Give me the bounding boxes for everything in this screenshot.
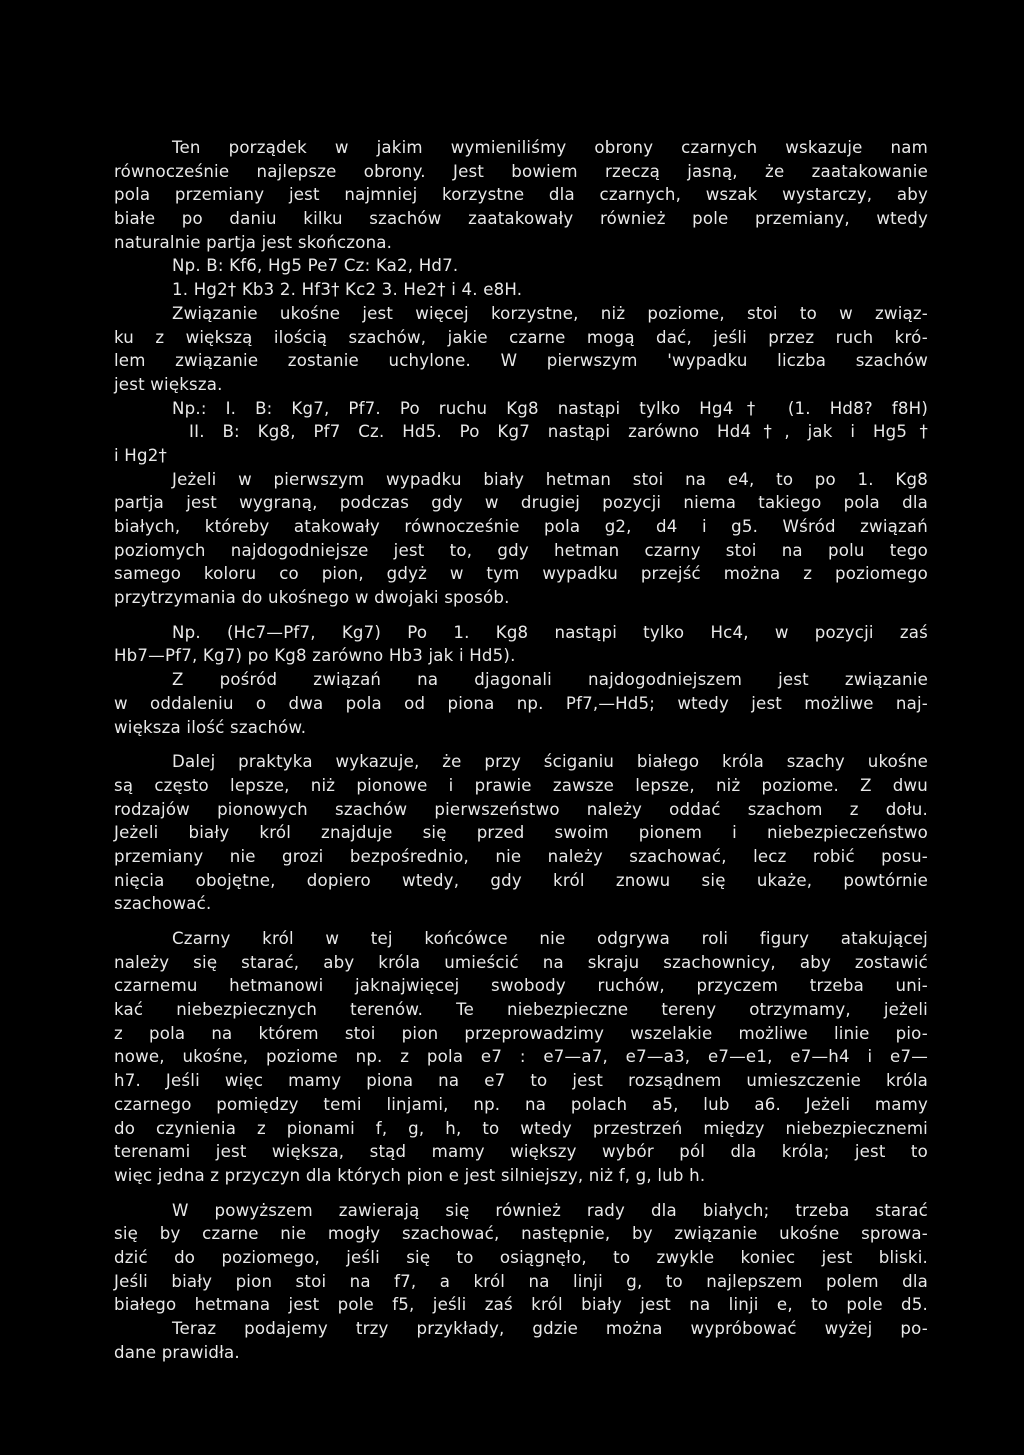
- text-line: dzić do poziomego, jeśli się to osiągnęło, to zwykle koniec jest bliski.: [114, 1247, 928, 1267]
- text-line: przytrzymania do ukośnego w dwojaki sposób.: [114, 588, 510, 608]
- text-line: Jeżeli biały król znajduje się przed swoim pionem i niebezpieczeństwo: [114, 823, 928, 843]
- text-line: samego koloru co pion, gdyż w tym wypadku przejść można z poziomego: [114, 564, 928, 584]
- paragraph-intro: [114, 136, 928, 254]
- text-line: nowe, ukośne, poziome np. z pola e7 : e7—a7, e7—a3, e7—e1, e7—h4 i e7—: [114, 1047, 928, 1067]
- text-line: Z pośród związań na djagonali najdogodniejszem jest związanie: [172, 670, 928, 690]
- chess-position: Np. B: Kf6, Hg5 Pe7 Cz: Ka2, Hd7.: [172, 256, 459, 276]
- text-line: Dalej praktyka wykazuje, że przy ściganiu białego króla szachy ukośne: [172, 752, 928, 772]
- paragraph-practice: [114, 750, 928, 916]
- text-line: rodzajów pionowych szachów pierwszeństwo należy oddać szachom z dołu.: [114, 799, 928, 819]
- text-line: większa ilość szachów.: [114, 717, 307, 737]
- chess-example-line: Np. (Hc7—Pf7, Kg7) Po 1. Kg8 nastąpi tylko Hc4, w pozycji zaś: [172, 622, 928, 642]
- document-page: [114, 136, 928, 1364]
- paragraph-diagonal-best: [114, 668, 928, 739]
- text-line: Czarny król w tej końcówce nie odgrywa roli figury atakującej: [172, 929, 928, 948]
- text-line: naturalnie partja jest skończona.: [114, 232, 393, 252]
- text-line: się by czarne nie mogły szachować, następnie, by związanie ukośne sprowa-: [114, 1224, 928, 1244]
- text-line: ku z większą ilością szachów, jakie czarne mogą dać, jeśli przez ruch kró-: [114, 327, 928, 347]
- paragraph-first-case: [114, 468, 928, 610]
- text-line: Jeżeli w pierwszym wypadku biały hetman stoi na e4, to po 1. Kg8: [172, 469, 928, 489]
- text-line: jest większa.: [114, 374, 223, 394]
- text-line: Związanie ukośne jest więcej korzystne, niż poziome, stoi to w związ-: [172, 303, 928, 323]
- text-line: białe po daniu kilku szachów zaatakowały również pole przemiany, wtedy: [114, 209, 928, 229]
- text-line: W powyższem zawierają się również rady dla białych; trzeba starać: [172, 1200, 928, 1220]
- example-3: [114, 621, 928, 668]
- text-line: są często lepsze, niż pionowe i prawie zawsze lepsze, niż poziome. Z dwu: [114, 775, 928, 795]
- text-line: przemiany nie grozi bezpośrednio, nie należy szachować, lecz robić posu-: [114, 846, 928, 866]
- text-line: do czynienia z pionami f, g, h, to wtedy przestrzeń między niebezpiecznemi: [114, 1118, 928, 1138]
- text-line: partja jest wygraną, podczas gdy w drugiej pozycji niema takiego pola dla: [114, 493, 928, 513]
- paragraph-black-king: [114, 927, 928, 1188]
- paragraph-white-advice: [114, 1199, 928, 1317]
- example-1: [114, 254, 928, 301]
- chess-example-line: i Hg2†: [114, 445, 167, 465]
- text-line: więc jedna z przyczyn dla których pion e jest silniejszy, niż f, g, lub h.: [114, 1165, 706, 1185]
- text-line: w oddaleniu o dwa pola od piona np. Pf7,—Hd5; wtedy jest możliwe naj-: [114, 693, 928, 713]
- text-line: z pola na którem stoi pion przeprowadzimy wszelakie możliwe linie pio-: [114, 1023, 928, 1043]
- chess-example-line: Hb7—Pf7, Kg7) po Kg8 zarówno Hb3 jak i Hd5).: [114, 646, 516, 666]
- text-line: czarnemu hetmanowi jaknajwięcej swobody ruchów, przyczem trzeba uni-: [114, 976, 928, 996]
- text-line: Jeśli biały pion stoi na f7, a król na linji g, to najlepszem polem dla: [114, 1271, 928, 1291]
- text-line: lem związanie zostanie uchylone. W pierwszym 'wypadku liczba szachów: [114, 351, 928, 371]
- text-line: białego hetmana jest pole f5, jeśli zaś król biały jest na linji e, to pole d5.: [114, 1295, 928, 1315]
- text-line: równocześnie najlepsze obrony. Jest bowiem rzeczą jasną, że zaatakowanie: [114, 161, 928, 181]
- paragraph-diagonal-pin: [114, 302, 928, 397]
- text-line: białych, któreby atakowały równocześnie pola g2, d4 i g5. Wśród związań: [114, 517, 928, 536]
- chess-example-line: II. B: Kg8, Pf7 Cz. Hd5. Po Kg7 nastąpi zarówno Hd4†, jak i Hg5†: [189, 422, 928, 442]
- chess-example-line: Np.: I. B: Kg7, Pf7. Po ruchu Kg8 nastąpi tylko Hg4† (1. Hd8? f8H): [172, 398, 928, 418]
- text-line: szachować.: [114, 894, 212, 914]
- text-line: dane prawidła.: [114, 1342, 240, 1362]
- text-line: poziomych najdogodniejsze jest to, gdy hetman czarny stoi na polu tego: [114, 540, 928, 560]
- text-line: należy się starać, aby króla umieścić na skraju szachownicy, aby zostawić: [114, 952, 928, 972]
- text-line: czarnego pomiędzy temi linjami, np. na polach a5, lub a6. Jeżeli mamy: [114, 1094, 928, 1114]
- paragraph-closing: [114, 1317, 928, 1364]
- text-line: nięcia obojętne, dopiero wtedy, gdy król znowu się ukaże, powtórnie: [114, 870, 928, 890]
- text-line: kać niebezpiecznych terenów. Te niebezpieczne tereny otrzymamy, jeżeli: [114, 1000, 928, 1020]
- text-line: Ten porządek w jakim wymieniliśmy obrony czarnych wskazuje nam: [172, 138, 928, 157]
- text-line: terenami jest większa, stąd mamy większy wybór pól dla króla; jest to: [114, 1142, 928, 1162]
- example-2: [114, 397, 928, 468]
- text-line: Teraz podajemy trzy przykłady, gdzie można wypróbować wyżej po-: [172, 1319, 928, 1338]
- chess-moves: 1. Hg2† Kb3 2. Hf3† Kc2 3. He2† i 4. e8H.: [172, 280, 523, 300]
- text-line: pola przemiany jest najmniej korzystne dla czarnych, wszak wystarczy, aby: [114, 185, 928, 205]
- text-line: h7. Jeśli więc mamy piona na e7 to jest rozsądnem umieszczenie króla: [114, 1071, 928, 1091]
